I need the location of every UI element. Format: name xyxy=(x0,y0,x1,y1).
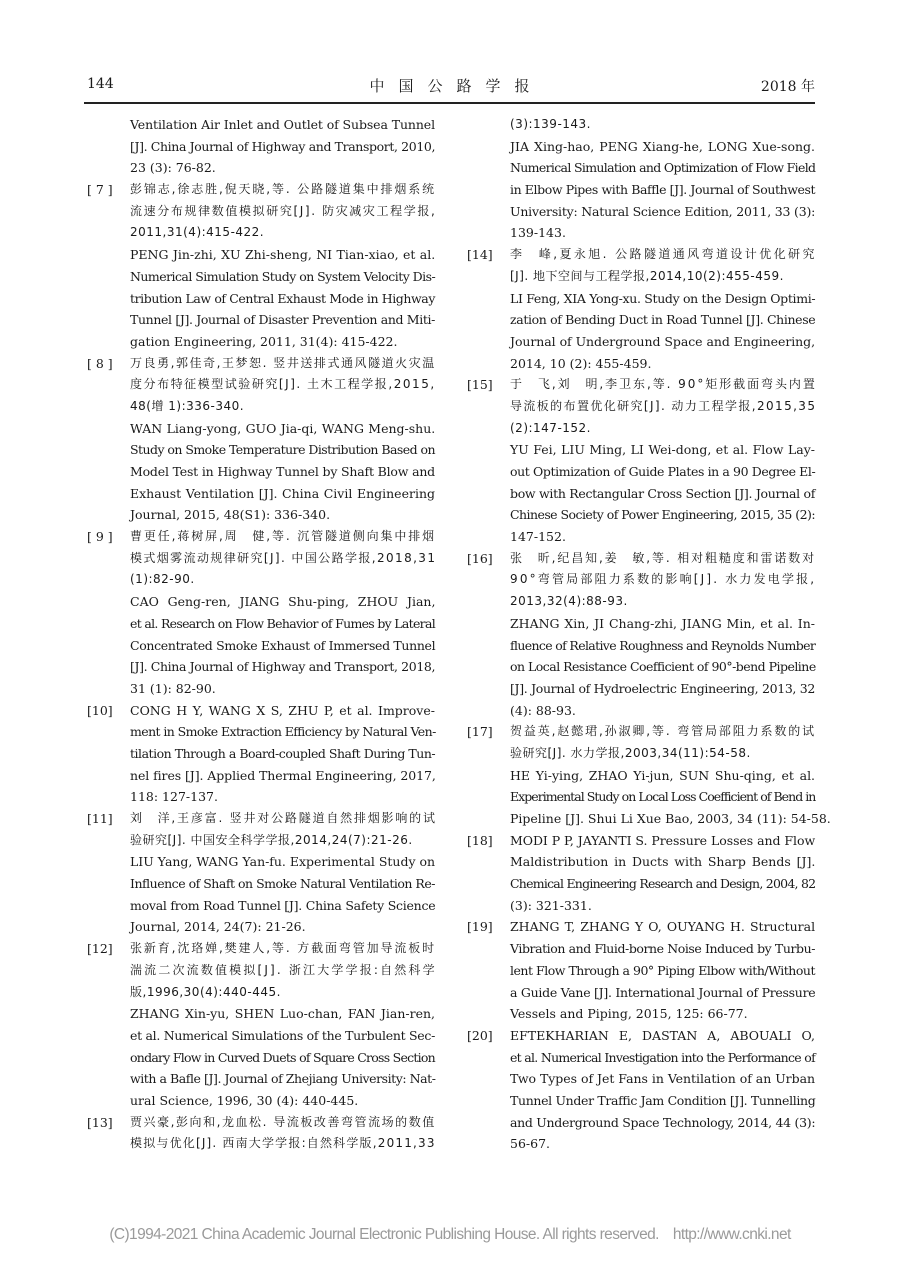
reference-text xyxy=(510,1025,815,1155)
reference-line-english: 31 (1): 82-90. xyxy=(130,680,216,696)
reference-number: [20] xyxy=(467,1027,493,1043)
cnki-link[interactable]: http://www.cnki.net xyxy=(672,1226,791,1243)
reference-text xyxy=(130,1112,435,1155)
reference-line-english: Influence of Shaft on Smoke Natural Ventilation Re- xyxy=(130,876,435,892)
reference-entry xyxy=(87,938,435,1112)
reference-line-english: lent Flow Through a 90° Piping Elbow with/Without xyxy=(510,962,815,978)
reference-line-english: [J]. China Journal of Highway and Transport, 2018, xyxy=(130,659,436,675)
reference-line-chinese: 李 峰,夏永旭. 公路隧道通风弯道设计优化研究 xyxy=(510,247,817,262)
reference-line-chinese: 90°弯管局部阻力系数的影响[J]. 水力发电学报, xyxy=(510,572,817,587)
reference-line-chinese: 贾兴豪,彭向和,龙血松. 导流板改善弯管流场的数值 xyxy=(130,1114,436,1129)
reference-line-chinese: 于 飞,刘 明,李卫东,等. 90°矩形截面弯头内置 xyxy=(510,377,817,392)
reference-line-english: Vibration and Fluid-borne Noise Induced by Turbu- xyxy=(510,941,815,957)
reference-line-english: LIU Yang, WANG Yan-fu. Experimental Study on xyxy=(130,854,435,870)
reference-line-english: PENG Jin-zhi, XU Zhi-sheng, NI Tian-xiao, et al. xyxy=(130,247,436,263)
reference-line-english: (4): 88-93. xyxy=(510,702,576,718)
reference-line-chinese: 贺益英,赵懿珺,孙淑卿,等. 弯管局部阻力系数的试 xyxy=(510,724,816,739)
reference-line-chinese: 湍流二次流数值模拟[J]. 浙江大学学报:自然科学 xyxy=(130,962,437,977)
reference-line-english: WAN Liang-yong, GUO Jia-qi, WANG Meng-shu. xyxy=(130,420,436,436)
reference-line-english: tribution Law of Central Exhaust Mode in Highway xyxy=(130,290,435,306)
reference-line-english: Chemical Engineering Research and Design, 2004, 82 xyxy=(510,876,816,892)
reference-entry xyxy=(87,1112,435,1155)
reference-line-english: EFTEKHARIAN E, DASTAN A, ABOUALI O, xyxy=(510,1027,815,1043)
reference-text xyxy=(130,526,435,700)
reference-text xyxy=(130,808,435,938)
reference-line-chinese: 2013,32(4):88-93. xyxy=(510,594,628,609)
reference-line-chinese: (2):147-152. xyxy=(510,420,591,435)
reference-column-left xyxy=(87,114,435,1155)
copyright-text: (C)1994-2021 China Academic Journal Electronic Publishing House. All rights reserved. xyxy=(109,1226,659,1243)
reference-number: [13] xyxy=(87,1114,113,1130)
reference-line-chinese: 流速分布规律数值模拟研究[J]. 防灾减灾工程学报, xyxy=(130,203,437,218)
reference-text xyxy=(510,916,815,1024)
reference-entry xyxy=(467,548,815,722)
reference-line-english: nel fires [J]. Applied Thermal Engineering, 2017, xyxy=(130,767,436,783)
reference-line-english: moval from Road Tunnel [J]. China Safety Science xyxy=(130,897,436,913)
reference-entry xyxy=(87,808,435,938)
reference-text xyxy=(130,700,435,808)
reference-line-english: [J]. Journal of Hydroelectric Engineering, 2013, 32 xyxy=(510,680,815,696)
reference-entry xyxy=(467,721,831,829)
reference-text xyxy=(510,830,815,917)
reference-line-english: a Guide Vane [J]. International Journal of Pressure xyxy=(510,984,816,1000)
reference-number: [17] xyxy=(467,724,493,740)
reference-number: [10] xyxy=(87,702,113,718)
reference-line-english: Ventilation Air Inlet and Outlet of Subsea Tunnel xyxy=(130,117,435,132)
reference-entry xyxy=(467,244,815,374)
reference-line-english: Two Types of Jet Fans in Ventilation of an Urban xyxy=(510,1071,815,1087)
reference-line-english: Vessels and Piping, 2015, 125: 66-77. xyxy=(510,1006,748,1022)
reference-line-english: Concentrated Smoke Exhaust of Immersed Tunnel xyxy=(130,637,436,653)
reference-line-chinese: 模式烟雾流动规律研究[J]. 中国公路学报,2018,31 xyxy=(130,550,437,565)
reference-line-chinese: 模拟与优化[J]. 西南大学学报:自然科学版,2011,33 xyxy=(130,1136,436,1151)
page-number: 144 xyxy=(87,76,114,92)
reference-text xyxy=(130,938,435,1112)
reference-line-chinese: 度分布特征模型试验研究[J]. 土木工程学报,2015, xyxy=(130,377,436,392)
reference-line-english: on Local Resistance Coefficient of 90°-bend Pipeline xyxy=(510,659,816,675)
reference-text xyxy=(510,721,831,829)
reference-line-english: 23 (3): 76-82. xyxy=(130,160,216,176)
reference-line-chinese: 刘 洋,王彦富. 竖井对公路隧道自然排烟影响的试 xyxy=(130,811,437,825)
reference-line-english: et al. Numerical Simulations of the Turbulent Sec- xyxy=(130,1027,435,1043)
reference-number: [16] xyxy=(467,550,493,566)
reference-text xyxy=(130,353,435,527)
reference-entry xyxy=(467,114,815,244)
reference-line-english: Numerical Simulation and Optimization of Flow Field xyxy=(510,160,816,176)
reference-line-english: YU Fei, LIU Ming, LI Wei-dong, et al. Flow Lay- xyxy=(510,442,815,458)
reference-line-english: ural Science, 1996, 30 (4): 440-445. xyxy=(130,1092,359,1108)
reference-number: [15] xyxy=(467,377,493,393)
header-rule xyxy=(84,102,815,104)
reference-line-chinese: 验研究[J]. 中国安全科学学报,2014,24(7):21-26. xyxy=(130,832,413,847)
reference-line-english: Model Test in Highway Tunnel by Shaft Blow and xyxy=(130,464,435,479)
reference-line-chinese: 48(增 1):336-340. xyxy=(130,398,245,413)
reference-line-chinese: 彭锦志,徐志胜,倪天晓,等. 公路隧道集中排烟系统 xyxy=(130,182,436,197)
reference-line-chinese: 导流板的布置优化研究[J]. 动力工程学报,2015,35 xyxy=(510,398,817,413)
reference-line-english: ZHANG Xin-yu, SHEN Luo-chan, FAN Jian-ren, xyxy=(130,1006,435,1022)
reference-line-english: Journal, 2014, 24(7): 21-26. xyxy=(130,919,306,935)
reference-number: [ 9 ] xyxy=(87,529,113,545)
reference-line-english: ZHANG Xin, JI Chang-zhi, JIANG Min, et al. In- xyxy=(510,615,815,631)
reference-line-english: Exhaust Ventilation [J]. China Civil Engineering xyxy=(130,485,435,501)
reference-line-english: University: Natural Science Edition, 2011, 33 (3): xyxy=(510,203,816,219)
reference-line-chinese: 曹更任,蒋树屏,周 健,等. 沉管隧道侧向集中排烟 xyxy=(130,529,436,544)
reference-line-chinese: 版,1996,30(4):440-445. xyxy=(130,984,281,999)
reference-line-english: Journal of Underground Space and Engineering, xyxy=(510,333,815,349)
reference-entry xyxy=(87,179,435,353)
reference-line-english: Tunnel [J]. Journal of Disaster Prevention and Miti- xyxy=(130,312,435,328)
reference-number: [12] xyxy=(87,941,113,957)
reference-entry xyxy=(467,916,815,1024)
reference-entry xyxy=(467,374,815,548)
reference-line-chinese: (1):82-90. xyxy=(130,572,195,587)
journal-title: 中国公路学报 xyxy=(369,77,544,95)
reference-line-english: gation Engineering, 2011, 31(4): 415-422. xyxy=(130,333,398,349)
reference-line-english: with a Bafle [J]. Journal of Zhejiang University: Nat- xyxy=(130,1071,436,1087)
reference-text xyxy=(130,179,435,353)
reference-line-english: ondary Flow in Curved Duets of Square Cross Section xyxy=(130,1049,435,1065)
reference-line-english: out Optimization of Guide Plates in a 90 Degree El- xyxy=(510,464,816,479)
reference-line-english: ment in Smoke Extraction Efficiency by Natural Ven- xyxy=(130,724,436,740)
reference-line-english: bow with Rectangular Cross Section [J]. Journal of xyxy=(510,485,816,501)
reference-entry xyxy=(87,526,435,700)
publication-year: 2018 年 xyxy=(760,79,815,95)
reference-text xyxy=(510,374,815,548)
reference-entry xyxy=(467,1025,815,1155)
reference-line-chinese: [J]. 地下空间与工程学报,2014,10(2):455-459. xyxy=(510,268,784,283)
reference-line-english: in Elbow Pipes with Baffle [J]. Journal of Southwest xyxy=(510,182,816,198)
reference-line-english: Study on Smoke Temperature Distribution Based on xyxy=(130,442,436,458)
reference-text xyxy=(130,114,435,179)
reference-line-english: and Underground Space Technology, 2014, 44 (3): xyxy=(510,1114,816,1130)
reference-line-english: Journal, 2015, 48(S1): 336-340. xyxy=(130,507,331,523)
reference-entry xyxy=(87,353,435,527)
reference-line-chinese: 2011,31(4):415-422. xyxy=(130,225,265,240)
reference-line-english: Numerical Simulation Study on System Velocity Dis- xyxy=(130,268,436,284)
reference-line-english: Pipeline [J]. Shui Li Xue Bao, 2003, 34 (11): 54-58. xyxy=(510,811,831,826)
reference-line-english: 147-152. xyxy=(510,529,566,545)
reference-line-english: HE Yi-ying, ZHAO Yi-jun, SUN Shu-qing, et al. xyxy=(510,767,816,783)
reference-text xyxy=(510,244,815,374)
reference-line-english: (3): 321-331. xyxy=(510,897,592,913)
reference-text xyxy=(510,114,815,244)
reference-text xyxy=(510,548,815,722)
reference-number: [ 7 ] xyxy=(87,182,113,198)
reference-line-english: 139-143. xyxy=(510,225,566,241)
reference-line-english: 2014, 10 (2): 455-459. xyxy=(510,355,652,371)
reference-line-english: Chinese Society of Power Engineering, 2015, 35 (2): xyxy=(510,507,815,523)
reference-line-english: 118: 127-137. xyxy=(130,789,218,805)
reference-line-english: zation of Bending Duct in Road Tunnel [J]. Chinese xyxy=(510,312,816,328)
running-header xyxy=(84,72,815,102)
reference-line-english: JIA Xing-hao, PENG Xiang-he, LONG Xue-song. xyxy=(510,138,815,154)
reference-entry xyxy=(467,830,815,917)
reference-entry xyxy=(87,700,435,808)
reference-line-english: Maldistribution in Ducts with Sharp Bends [J]. xyxy=(510,854,816,870)
reference-line-chinese: 万良勇,郭佳奇,王梦恕. 竖井送排式通风隧道火灾温 xyxy=(130,355,436,370)
reference-line-english: 56-67. xyxy=(510,1136,551,1152)
reference-line-english: Tunnel Under Traffic Jam Condition [J]. Tunnelling xyxy=(510,1092,816,1108)
reference-line-english: CONG H Y, WANG X S, ZHU P, et al. Improve- xyxy=(130,702,435,718)
reference-line-english: MODI P P, JAYANTI S. Pressure Losses and Flow xyxy=(510,832,816,848)
reference-number: [18] xyxy=(467,832,493,848)
reference-line-english: tilation Through a Board-coupled Shaft During Tun- xyxy=(130,745,436,761)
reference-number: [11] xyxy=(87,811,113,826)
reference-entry xyxy=(87,114,435,179)
reference-line-english: Experimental Study on Local Loss Coefficient of Bend in xyxy=(510,789,816,805)
reference-line-chinese: 张 昕,纪昌知,姜 敏,等. 相对粗糙度和雷诺数对 xyxy=(510,550,816,565)
reference-column-right xyxy=(467,114,831,1155)
copyright-footer xyxy=(0,1226,900,1244)
reference-number: [14] xyxy=(467,247,493,263)
reference-line-chinese: 验研究[J]. 水力学报,2003,34(11):54-58. xyxy=(510,745,751,760)
reference-number: [ 8 ] xyxy=(87,355,113,371)
reference-line-english: ZHANG T, ZHANG Y O, OUYANG H. Structural xyxy=(510,919,816,935)
reference-line-english: fluence of Relative Roughness and Reynolds Number xyxy=(510,637,816,653)
reference-line-english: et al. Numerical Investigation into the Performance of xyxy=(510,1049,815,1065)
reference-line-english: CAO Geng-ren, JIANG Shu-ping, ZHOU Jian, xyxy=(130,594,436,610)
reference-number: [19] xyxy=(467,919,493,935)
reference-line-chinese: (3):139-143. xyxy=(510,117,591,131)
reference-line-chinese: 张新育,沈珞婵,樊建人,等. 方截面弯管加导流板时 xyxy=(130,941,436,956)
reference-line-english: et al. Research on Flow Behavior of Fumes by Lateral xyxy=(130,615,436,631)
reference-line-english: LI Feng, XIA Yong-xu. Study on the Design Optimi- xyxy=(510,290,816,306)
reference-line-english: [J]. China Journal of Highway and Transport, 2010, xyxy=(130,138,436,154)
